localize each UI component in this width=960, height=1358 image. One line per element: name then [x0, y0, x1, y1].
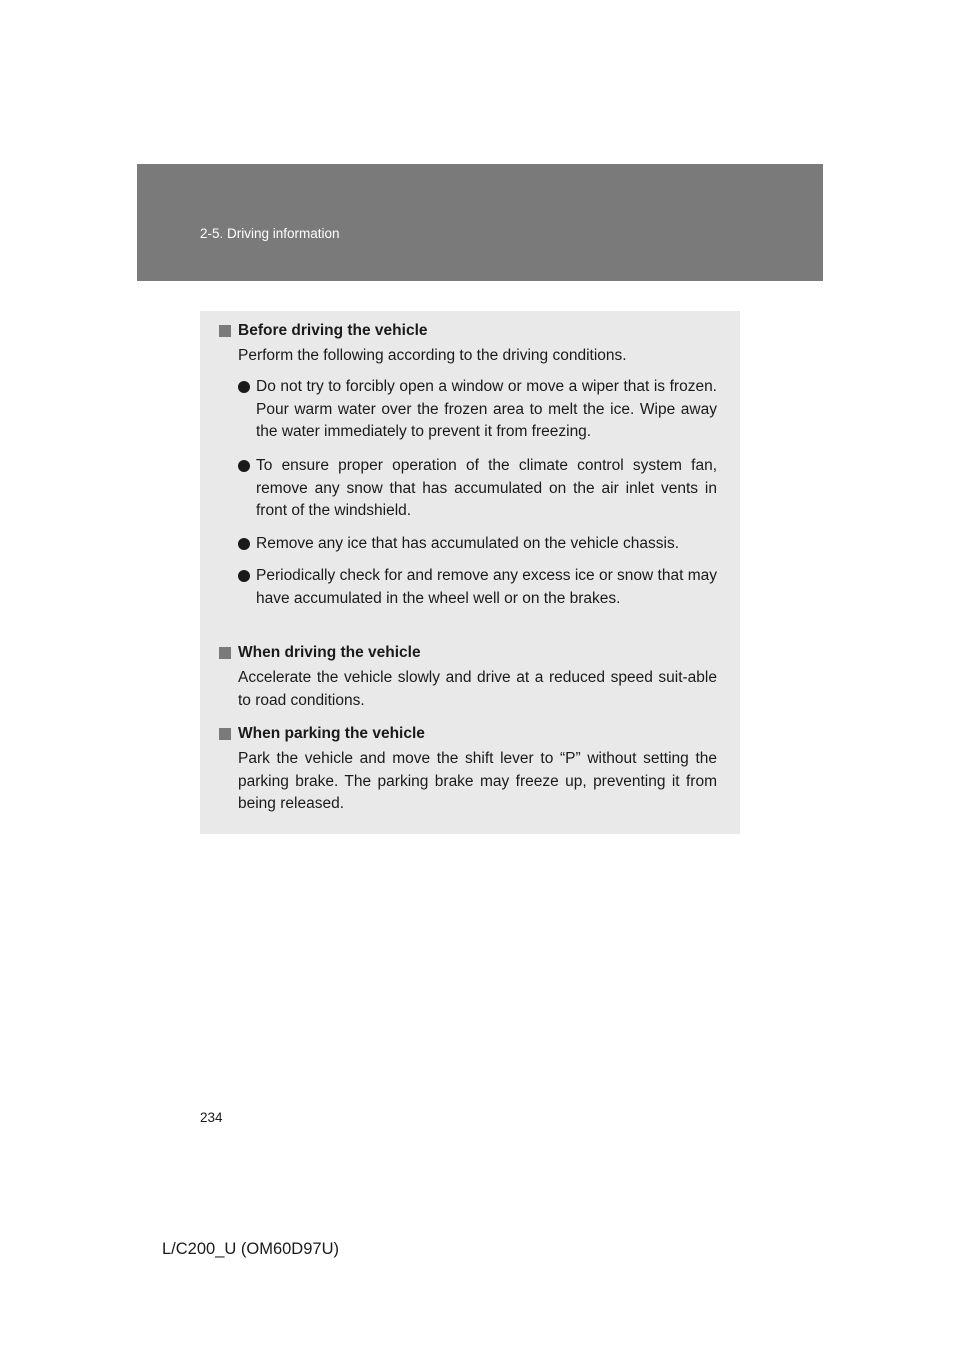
document-code: L/C200_U (OM60D97U): [162, 1240, 339, 1258]
round-bullet-icon: [238, 460, 250, 472]
section-when-driving: [219, 642, 717, 712]
round-bullet-icon: [238, 538, 250, 550]
list-item: Do not try to forcibly open a window or move a wiper that is frozen. Pour warm water over the frozen area to melt the ice. Wipe away the water immediately to prevent it from freezing.: [238, 376, 717, 444]
section-heading: When parking the vehicle: [219, 723, 717, 745]
list-item: To ensure proper operation of the climate control system fan, remove any snow that has accumulated on the air inlet vents in front of the windshield.: [238, 455, 717, 523]
round-bullet-icon: [238, 570, 250, 582]
list-item: Remove any ice that has accumulated on the vehicle chassis.: [238, 533, 717, 556]
square-bullet-icon: [219, 728, 231, 740]
section-body: Park the vehicle and move the shift lever to “P” without setting the parking brake. The parking brake may freeze up, preventing it from being released.: [238, 750, 717, 812]
section-before-driving: [219, 320, 717, 368]
square-bullet-icon: [219, 325, 231, 337]
list-item: Periodically check for and remove any excess ice or snow that may have accumulated in the wheel well or on the brakes.: [238, 565, 717, 610]
section-heading: When driving the vehicle: [219, 642, 717, 664]
square-bullet-icon: [219, 647, 231, 659]
page-number: 234: [200, 1110, 223, 1125]
content-box: [200, 311, 740, 834]
header-bar: [137, 164, 823, 281]
section-heading: Before driving the vehicle: [219, 320, 717, 342]
section-body: Accelerate the vehicle slowly and drive at a reduced speed suit-able to road conditions.: [238, 669, 717, 709]
section-intro: Perform the following according to the driving conditions.: [238, 347, 627, 364]
section-title: 2-5. Driving information: [200, 226, 340, 241]
round-bullet-icon: [238, 381, 250, 393]
section-when-parking: [219, 723, 717, 816]
